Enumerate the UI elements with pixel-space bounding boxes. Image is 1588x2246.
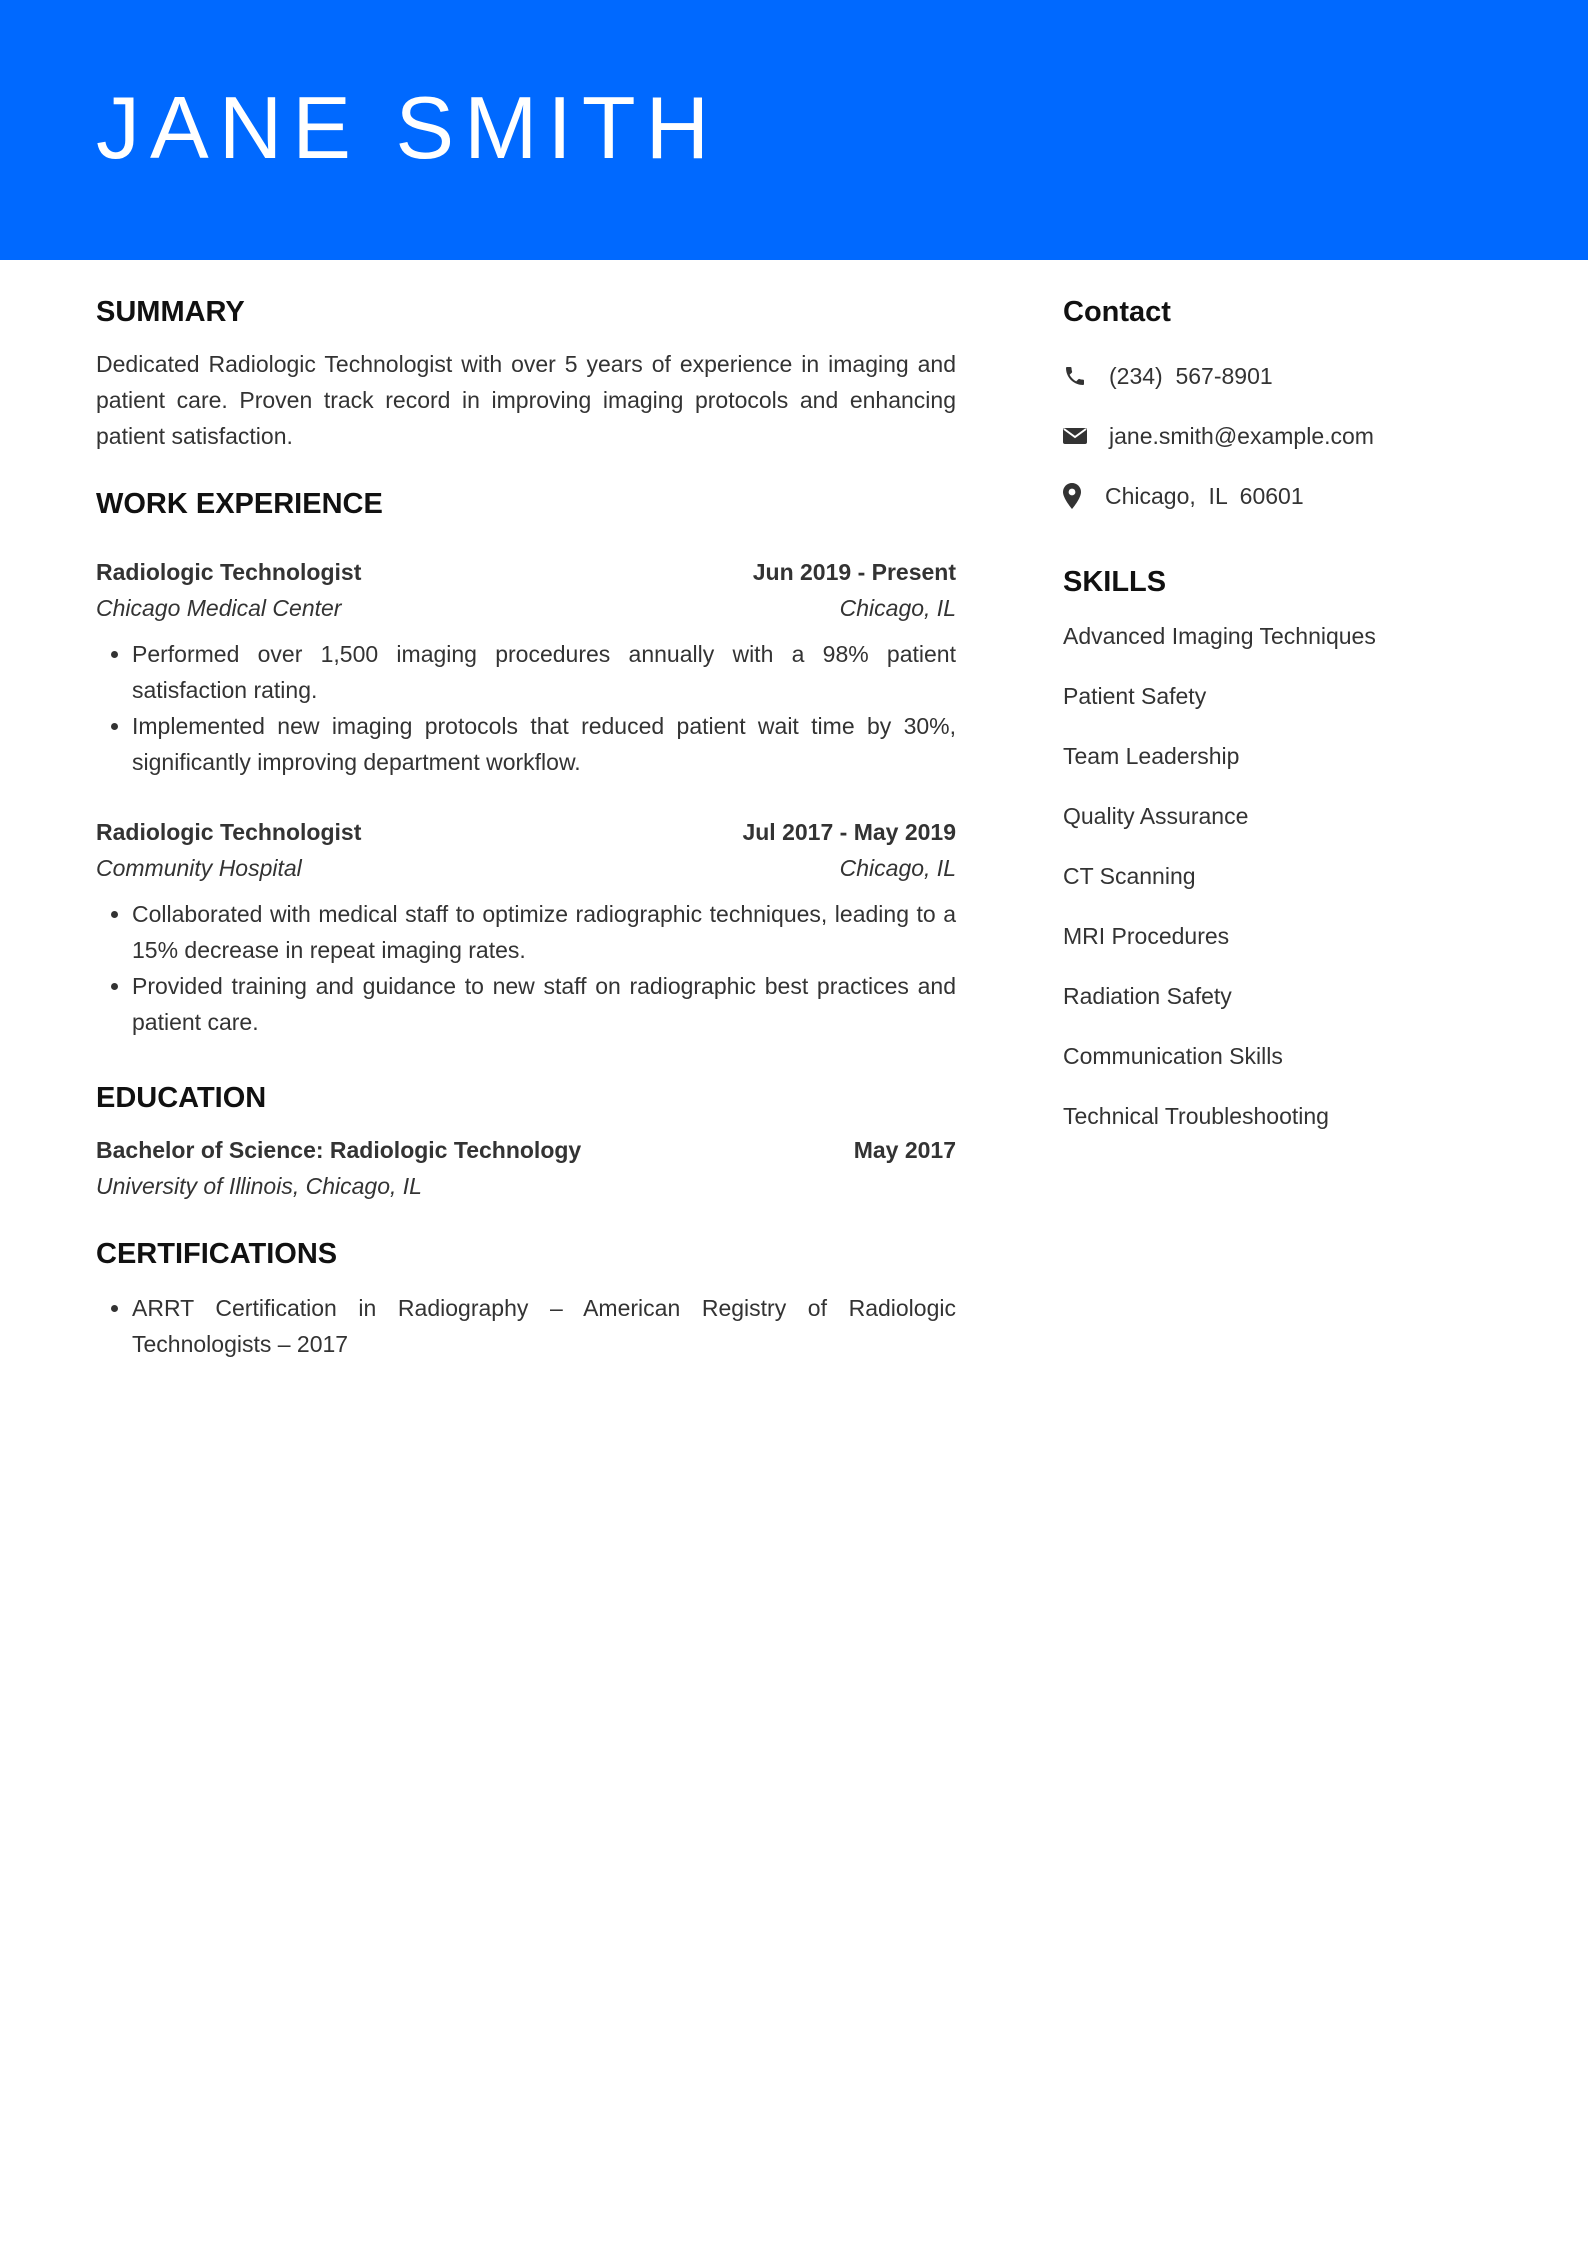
skill-item: Patient Safety (1063, 683, 1207, 709)
header-banner (0, 0, 1588, 260)
contact-location (1063, 478, 1503, 514)
sidebar-column (1063, 296, 1503, 1158)
skills-title: SKILLS (1063, 566, 1167, 598)
contact-phone (1063, 358, 1503, 394)
job-company: Chicago Medical Center (96, 595, 342, 621)
degree: Bachelor of Science: Radiologic Technology (96, 1137, 582, 1163)
skill-item: MRI Procedures (1063, 923, 1230, 949)
job-dates: Jul 2017 - May 2019 (742, 819, 956, 845)
job-bullet: • Collaborated with medical staff to optimize radiographic techniques, leading to a 15% decrease in repeat imaging rates. (132, 896, 956, 968)
job-company: Community Hospital (96, 855, 302, 881)
skill-item: Team Leadership (1063, 743, 1240, 769)
job-title: Radiologic Technologist (96, 559, 362, 585)
job-dates: Jun 2019 - Present (752, 559, 956, 585)
email-address: jane.smith@example.com (1109, 423, 1374, 449)
skill-item: Advanced Imaging Techniques (1063, 623, 1376, 649)
job-location: Chicago, IL (839, 855, 956, 881)
summary-text: Dedicated Radiologic Technologist with over 5 years of experience in imaging and patient care. Proven track record in improving imaging protocols and enhancing patient satisfaction. (96, 351, 956, 449)
job-location: Chicago, IL (839, 595, 956, 621)
job-bullet: • Provided training and guidance to new staff on radiographic best practices and patient care. (132, 968, 956, 1040)
skills-list (1063, 618, 1503, 1134)
skill-item: Technical Troubleshooting (1063, 1103, 1329, 1129)
job-entry (96, 554, 956, 780)
education-entry (96, 1132, 956, 1204)
map-pin-icon (1063, 483, 1083, 509)
skill-item: CT Scanning (1063, 863, 1196, 889)
job-title: Radiologic Technologist (96, 819, 362, 845)
location-text: Chicago, IL 60601 (1105, 483, 1304, 509)
job-bullet: • Performed over 1,500 imaging procedures annually with a 98% patient satisfaction rating. (132, 636, 956, 708)
job-entry (96, 814, 956, 1040)
certifications-title: CERTIFICATIONS (96, 1238, 338, 1270)
skill-item: Radiation Safety (1063, 983, 1232, 1009)
phone-number: (234) 567-8901 (1109, 363, 1273, 389)
education-date: May 2017 (853, 1137, 956, 1163)
job-bullet: • Implemented new imaging protocols that reduced patient wait time by 30%, significantly improving department workflow. (132, 708, 956, 780)
skill-item: Communication Skills (1063, 1043, 1283, 1069)
certification-item: • ARRT Certification in Radiography – American Registry of Radiologic Technologists – 2017 (132, 1290, 956, 1362)
education-title: EDUCATION (96, 1082, 267, 1114)
candidate-name: JANE SMITH (96, 78, 720, 177)
contact-email (1063, 418, 1503, 454)
contact-title: Contact (1063, 296, 1171, 328)
job-bullets (96, 636, 956, 780)
phone-icon (1063, 363, 1089, 389)
envelope-icon (1063, 423, 1089, 449)
job-bullets (96, 896, 956, 1040)
work-experience-title: WORK EXPERIENCE (96, 488, 383, 520)
school: University of Illinois, Chicago, IL (96, 1173, 422, 1199)
summary-title: SUMMARY (96, 296, 245, 328)
main-column (96, 296, 956, 1362)
certifications-list (96, 1290, 956, 1362)
skill-item: Quality Assurance (1063, 803, 1249, 829)
